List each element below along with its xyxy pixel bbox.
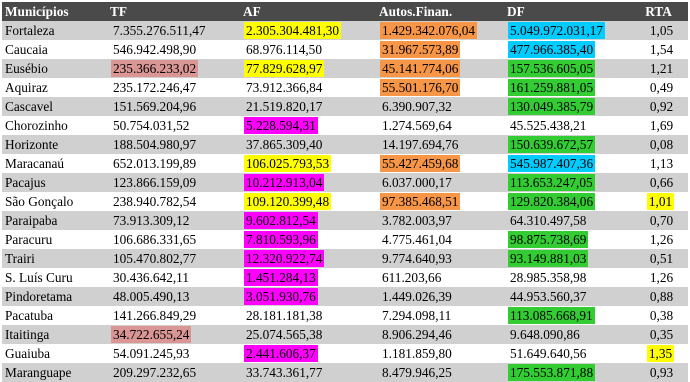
cell-value: 113.653.247,05 (510, 175, 593, 190)
cell-df (504, 97, 629, 116)
cell-df (504, 287, 629, 306)
cell-value: 44.953.560,37 (510, 288, 587, 304)
cell-municipio (2, 21, 107, 40)
cell-tf (107, 363, 240, 382)
cell-autos-finan (376, 154, 504, 173)
cell-rta (629, 268, 688, 287)
cell-af (240, 211, 376, 230)
cell-value: 151.569.204,96 (113, 98, 197, 114)
cell-value: 97.385.468,51 (382, 194, 459, 209)
cell-autos-finan (376, 135, 504, 154)
cell-df (504, 325, 629, 344)
cell-tf (107, 287, 240, 306)
cell-autos-finan (376, 173, 504, 192)
cell-value: Fortaleza (5, 22, 55, 38)
cell-af (240, 192, 376, 211)
cell-tf (107, 154, 240, 173)
cell-af (240, 40, 376, 59)
cell-df (504, 135, 629, 154)
cell-value: 141.266.849,29 (113, 307, 197, 323)
cell-value: Paracuru (5, 231, 53, 247)
cell-rta (629, 306, 688, 325)
cell-df (504, 21, 629, 40)
cell-municipio (2, 363, 107, 382)
table-row (2, 306, 688, 325)
cell-value: 50.754.031,52 (113, 117, 190, 133)
cell-municipio (2, 40, 107, 59)
cell-tf (107, 21, 240, 40)
cell-value: 31.967.573,89 (382, 42, 459, 57)
cell-tf (107, 306, 240, 325)
table-row (2, 135, 688, 154)
cell-tf (107, 230, 240, 249)
cell-af (240, 306, 376, 325)
cell-af (240, 78, 376, 97)
cell-df (504, 249, 629, 268)
cell-df (504, 211, 629, 230)
table-row (2, 154, 688, 173)
cell-value: 54.091.245,93 (113, 345, 190, 361)
cell-tf (107, 325, 240, 344)
cell-value: 73.912.366,84 (246, 79, 323, 95)
cell-autos-finan (376, 59, 504, 78)
cell-value: 161.259.881,05 (510, 80, 594, 95)
cell-value: 33.743.361,77 (246, 364, 323, 380)
cell-municipio (2, 135, 107, 154)
cell-value: Trairi (5, 250, 35, 266)
cell-value: 7.810.593,96 (246, 232, 316, 247)
cell-value: 109.120.399,48 (246, 194, 330, 209)
cell-af (240, 21, 376, 40)
table-row (2, 268, 688, 287)
cell-af (240, 135, 376, 154)
cell-df (504, 268, 629, 287)
cell-value: 14.197.694,76 (382, 136, 459, 152)
cell-value: Chorozinho (5, 117, 68, 133)
cell-autos-finan (376, 230, 504, 249)
cell-value: 1,05 (649, 22, 674, 38)
cell-value: 30.436.642,11 (113, 269, 189, 285)
cell-autos-finan (376, 306, 504, 325)
header-df: DF (504, 2, 629, 21)
cell-value: 0,66 (649, 174, 674, 190)
cell-value: 37.865.309,40 (246, 136, 323, 152)
cell-value: São Gonçalo (5, 193, 74, 209)
header-municipios: Municípios (2, 2, 107, 21)
cell-municipio (2, 173, 107, 192)
cell-value: Pindoretama (5, 288, 73, 304)
cell-value: 1,69 (649, 117, 674, 133)
cell-value: S. Luís Curu (5, 269, 73, 285)
cell-rta (629, 230, 688, 249)
cell-value: Pacajus (5, 174, 46, 190)
cell-value: 3.051.930,76 (246, 289, 316, 304)
cell-value: 106.025.793,53 (246, 156, 330, 171)
cell-value: Maranguape (5, 364, 72, 380)
header-autos-finan: Autos.Finan. (376, 2, 504, 21)
cell-autos-finan (376, 192, 504, 211)
cell-autos-finan (376, 268, 504, 287)
cell-value: 6.037.000,17 (382, 174, 452, 190)
cell-value: 21.519.820,17 (246, 98, 323, 114)
cell-autos-finan (376, 363, 504, 382)
cell-value: 1,26 (649, 269, 674, 285)
cell-value: 25.074.565,38 (246, 326, 323, 342)
cell-df (504, 306, 629, 325)
cell-municipio (2, 97, 107, 116)
cell-value: 129.820.384,06 (510, 194, 594, 209)
cell-municipio (2, 287, 107, 306)
cell-value: 0,92 (649, 98, 674, 114)
cell-value: 188.504.980,97 (113, 136, 197, 152)
cell-df (504, 40, 629, 59)
cell-value: 546.942.498,90 (113, 41, 197, 57)
cell-autos-finan (376, 211, 504, 230)
cell-value: Horizonte (5, 136, 59, 152)
cell-af (240, 249, 376, 268)
cell-municipio (2, 192, 107, 211)
cell-autos-finan (376, 325, 504, 344)
cell-autos-finan (376, 78, 504, 97)
cell-af (240, 154, 376, 173)
cell-tf (107, 173, 240, 192)
cell-municipio (2, 116, 107, 135)
cell-municipio (2, 78, 107, 97)
cell-value: 150.639.672,57 (510, 137, 594, 152)
cell-value: 2.441.606,37 (246, 346, 316, 361)
table-row (2, 230, 688, 249)
cell-value: 1.429.342.076,04 (382, 23, 476, 38)
cell-value: 28.985.358,98 (510, 269, 587, 285)
cell-value: 34.722.655,24 (113, 327, 190, 342)
cell-value: 652.013.199,89 (113, 155, 197, 171)
cell-value: 1,01 (648, 194, 673, 209)
cell-value: Pacatuba (5, 307, 53, 323)
cell-af (240, 173, 376, 192)
cell-value: 545.987.407,36 (510, 156, 594, 171)
header-tf: TF (107, 2, 240, 21)
cell-value: 6.390.907,32 (382, 98, 452, 114)
table-row (2, 59, 688, 78)
cell-af (240, 230, 376, 249)
cell-autos-finan (376, 249, 504, 268)
cell-df (504, 154, 629, 173)
cell-rta (629, 249, 688, 268)
header-row (2, 2, 688, 21)
cell-value: 0,93 (649, 364, 674, 380)
cell-value: 28.181.181,38 (246, 307, 323, 323)
cell-rta (629, 173, 688, 192)
cell-value: Itaitinga (5, 326, 50, 342)
cell-value: Guaiuba (5, 345, 51, 361)
cell-value: 48.005.490,13 (113, 288, 190, 304)
cell-value: 1.449.026,39 (382, 288, 452, 304)
cell-tf (107, 78, 240, 97)
cell-rta (629, 154, 688, 173)
cell-value: 3.782.003,97 (382, 212, 452, 228)
cell-value: 113.085.668,91 (510, 308, 593, 323)
cell-value: 7.294.098,11 (382, 307, 452, 323)
cell-df (504, 78, 629, 97)
cell-autos-finan (376, 21, 504, 40)
cell-municipio (2, 306, 107, 325)
cell-value: 0,49 (649, 79, 674, 95)
cell-rta (629, 135, 688, 154)
cell-value: 157.536.605,05 (510, 61, 594, 76)
cell-rta (629, 116, 688, 135)
cell-value: Aquiraz (5, 79, 48, 95)
cell-municipio (2, 230, 107, 249)
cell-value: 611.203,66 (382, 269, 442, 285)
cell-af (240, 59, 376, 78)
cell-af (240, 268, 376, 287)
cell-af (240, 325, 376, 344)
cell-value: 68.976.114,50 (246, 41, 322, 57)
cell-value: 235.366.233,02 (113, 61, 197, 76)
cell-value: 98.875.738,69 (510, 232, 587, 247)
cell-df (504, 363, 629, 382)
cell-value: 64.310.497,58 (510, 212, 587, 228)
cell-af (240, 97, 376, 116)
cell-value: 1.451.284,13 (246, 270, 316, 285)
cell-af (240, 287, 376, 306)
cell-tf (107, 211, 240, 230)
cell-value: 0,88 (649, 288, 674, 304)
table-row (2, 97, 688, 116)
cell-rta (629, 59, 688, 78)
cell-value: Paraipaba (5, 212, 58, 228)
table-row (2, 363, 688, 382)
cell-value: 105.470.802,77 (113, 250, 197, 266)
cell-tf (107, 116, 240, 135)
cell-value: Maracanaú (5, 155, 65, 171)
cell-value: 123.866.159,09 (113, 174, 197, 190)
cell-df (504, 116, 629, 135)
cell-tf (107, 40, 240, 59)
cell-rta (629, 363, 688, 382)
cell-value: 1.181.859,80 (382, 345, 452, 361)
cell-value: Caucaia (5, 41, 48, 57)
cell-value: Cascavel (5, 98, 53, 114)
cell-tf (107, 268, 240, 287)
cell-value: 5.228.594,31 (246, 118, 316, 133)
cell-df (504, 173, 629, 192)
cell-rta (629, 192, 688, 211)
cell-value: 93.149.881,03 (510, 251, 587, 266)
cell-value: 7.355.276.511,47 (113, 22, 206, 38)
cell-autos-finan (376, 287, 504, 306)
cell-value: 10.212.913,04 (246, 175, 323, 190)
cell-tf (107, 135, 240, 154)
table-body (2, 21, 688, 382)
cell-value: 130.049.385,79 (510, 99, 594, 114)
cell-value: 8.479.946,25 (382, 364, 452, 380)
cell-af (240, 116, 376, 135)
cell-municipio (2, 154, 107, 173)
cell-value: 235.172.246,47 (113, 79, 197, 95)
cell-value: 9.648.090,86 (510, 326, 580, 342)
cell-municipio (2, 268, 107, 287)
cell-value: 51.649.640,56 (510, 345, 587, 361)
header-rta: RTA (629, 2, 688, 21)
cell-value: 55.501.176,70 (382, 80, 459, 95)
cell-value: 8.906.294,46 (382, 326, 452, 342)
cell-value: 0,35 (649, 326, 674, 342)
cell-value: 0,70 (649, 212, 674, 228)
cell-autos-finan (376, 116, 504, 135)
cell-value: 9.774.640,93 (382, 250, 452, 266)
cell-value: 0,08 (649, 136, 674, 152)
cell-rta (629, 211, 688, 230)
cell-rta (629, 78, 688, 97)
cell-value: 106.686.331,65 (113, 231, 197, 247)
cell-rta (629, 97, 688, 116)
cell-rta (629, 40, 688, 59)
cell-value: 0,51 (649, 250, 674, 266)
cell-value: 0,38 (649, 307, 674, 323)
table-row (2, 325, 688, 344)
cell-value: 1,21 (649, 60, 674, 76)
cell-value: 477.966.385,40 (510, 42, 594, 57)
cell-value: 73.913.309,12 (113, 212, 190, 228)
table-row (2, 249, 688, 268)
cell-tf (107, 97, 240, 116)
cell-municipio (2, 59, 107, 78)
cell-value: Eusébio (5, 60, 48, 76)
cell-value: 2.305.304.481,30 (246, 23, 340, 38)
municipal-finance-table (2, 2, 688, 382)
cell-value: 55.427.459,68 (382, 156, 459, 171)
table-row (2, 287, 688, 306)
cell-value: 5.049.972.031,17 (510, 23, 604, 38)
cell-value: 9.602.812,54 (246, 213, 316, 228)
cell-value: 209.297.232,65 (113, 364, 197, 380)
cell-municipio (2, 211, 107, 230)
cell-tf (107, 249, 240, 268)
cell-df (504, 192, 629, 211)
table-row (2, 40, 688, 59)
cell-value: 4.775.461,04 (382, 231, 452, 247)
cell-value: 45.141.774,06 (382, 61, 459, 76)
header-af: AF (240, 2, 376, 21)
cell-df (504, 59, 629, 78)
cell-tf (107, 192, 240, 211)
cell-rta (629, 287, 688, 306)
cell-tf (107, 59, 240, 78)
cell-rta (629, 325, 688, 344)
cell-rta (629, 21, 688, 40)
table-row (2, 116, 688, 135)
cell-value: 12.320.922,74 (246, 251, 323, 266)
cell-value: 45.525.438,21 (510, 117, 587, 133)
table-row (2, 192, 688, 211)
cell-af (240, 363, 376, 382)
cell-value: 175.553.871,88 (510, 365, 594, 380)
cell-value: 1,54 (649, 41, 674, 57)
cell-value: 1,35 (648, 346, 673, 361)
cell-value: 77.829.628,97 (246, 61, 323, 76)
cell-value: 1.274.569,64 (382, 117, 452, 133)
table-row (2, 211, 688, 230)
cell-municipio (2, 249, 107, 268)
cell-value: 238.940.782,54 (113, 193, 197, 209)
cell-value: 1,26 (649, 231, 674, 247)
cell-municipio (2, 325, 107, 344)
table-row (2, 173, 688, 192)
cell-value: 1,13 (649, 155, 674, 171)
cell-autos-finan (376, 97, 504, 116)
cell-df (504, 230, 629, 249)
table-row (2, 78, 688, 97)
table-row (2, 21, 688, 40)
cell-autos-finan (376, 40, 504, 59)
